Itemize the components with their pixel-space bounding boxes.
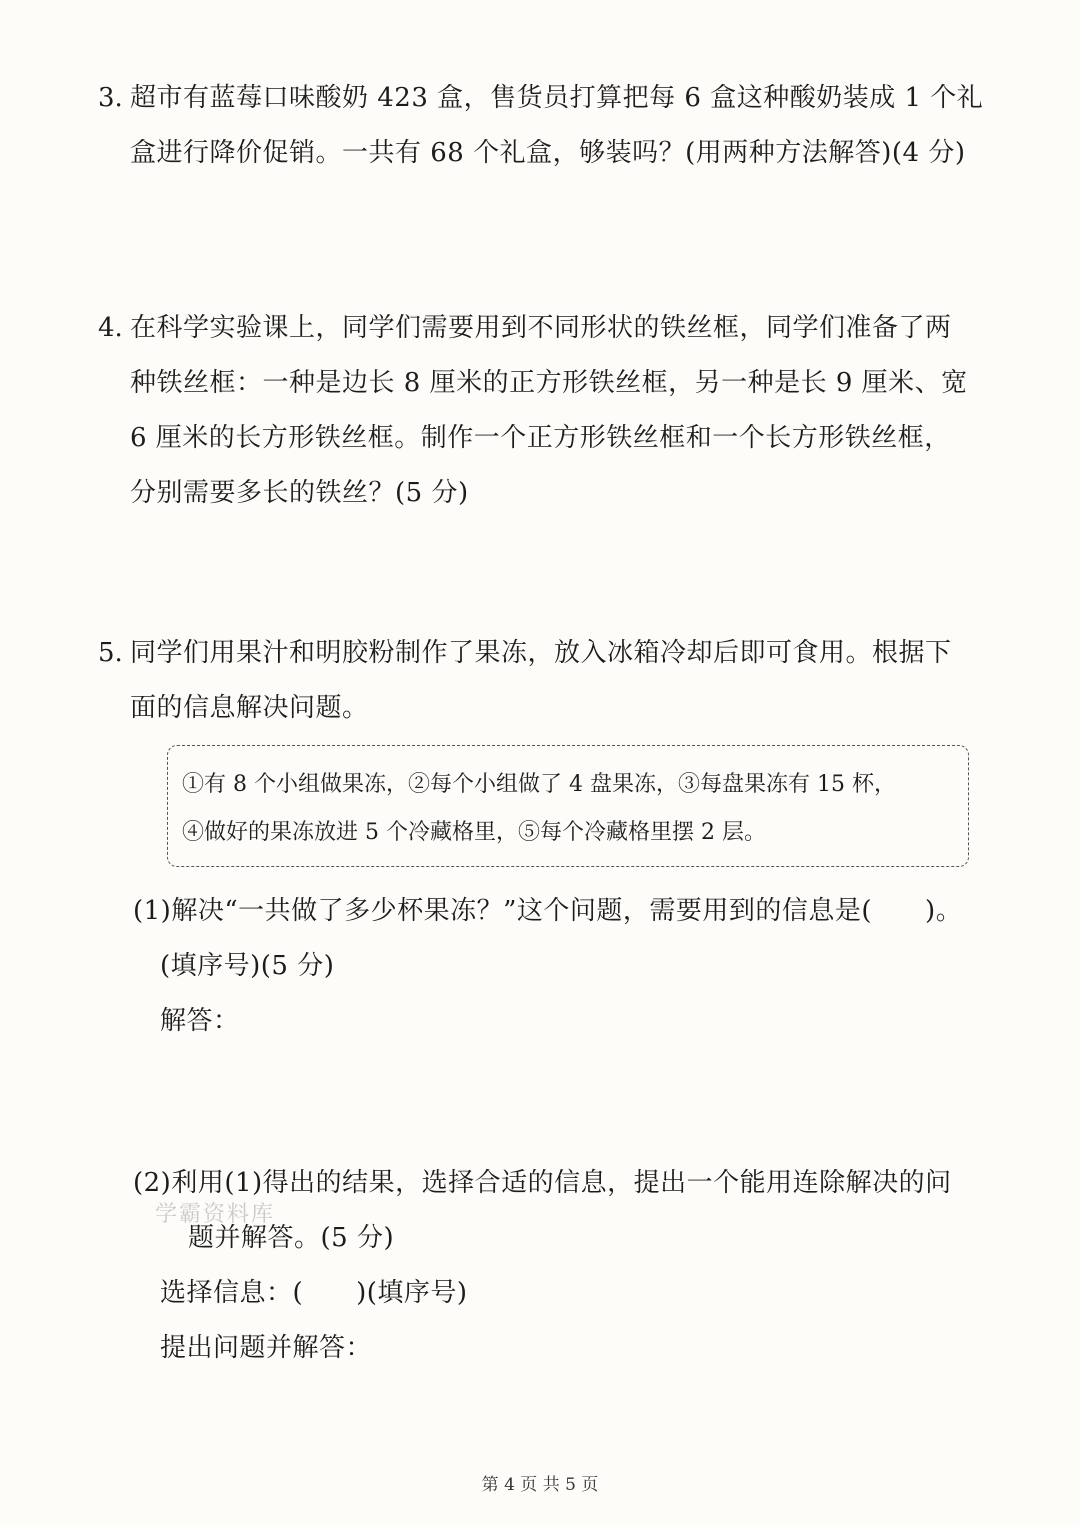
q5-sub2-line-2: 题并解答。(5 分) (188, 1223, 395, 1253)
q5-line-1: 同学们用果汁和明胶粉制作了果冻，放入冰箱冷却后即可食用。根据下 (130, 638, 952, 668)
q5-line-2: 面的信息解决问题。 (130, 693, 369, 723)
watermark: 学霸资料库 (155, 1202, 276, 1227)
q3-line-2: 盒进行降价促销。一共有 68 个礼盒，够装吗？(用两种方法解答)(4 分) (130, 138, 966, 168)
q5-sub1-line-2: (填序号)(5 分) (160, 951, 335, 981)
q5-sub2-line-1: (2)利用(1)得出的结果，选择合适的信息，提出一个能用连除解决的问 (133, 1168, 952, 1198)
q5-sub1-line-1: (1)解决“一共做了多少杯果冻？”这个问题，需要用到的信息是( )。 (133, 896, 963, 926)
info-box (167, 745, 969, 867)
q4-line-1: 在科学实验课上，同学们需要用到不同形状的铁丝框，同学们准备了两 (130, 313, 952, 343)
q4-number: 4. (98, 313, 123, 343)
q3-line-1: 超市有蓝莓口味酸奶 423 盒，售货员打算把每 6 盒这种酸奶装成 1 个礼 (130, 83, 984, 113)
page-footer: 第 4 页 共 5 页 (481, 1475, 599, 1495)
q4-line-4: 分别需要多长的铁丝？(5 分) (130, 478, 469, 508)
q3-number: 3. (98, 83, 123, 113)
q4-line-2: 种铁丝框：一种是边长 8 厘米的正方形铁丝框，另一种是长 9 厘米、宽 (130, 368, 968, 398)
q4-line-3: 6 厘米的长方形铁丝框。制作一个正方形铁丝框和一个长方形铁丝框， (130, 423, 951, 453)
q5-sub1-answer-label: 解答： (160, 1006, 240, 1036)
info-line-1: ①有 8 个小组做果冻，②每个小组做了 4 盘果冻，③每盘果冻有 15 杯， (182, 772, 896, 797)
q5-sub2-select-label: 选择信息：( )(填序号) (160, 1278, 468, 1308)
info-line-2: ④做好的果冻放进 5 个冷藏格里，⑤每个冷藏格里摆 2 层。 (182, 820, 766, 845)
q5-number: 5. (98, 638, 123, 668)
q5-sub2-ask-label: 提出问题并解答： (160, 1333, 373, 1363)
